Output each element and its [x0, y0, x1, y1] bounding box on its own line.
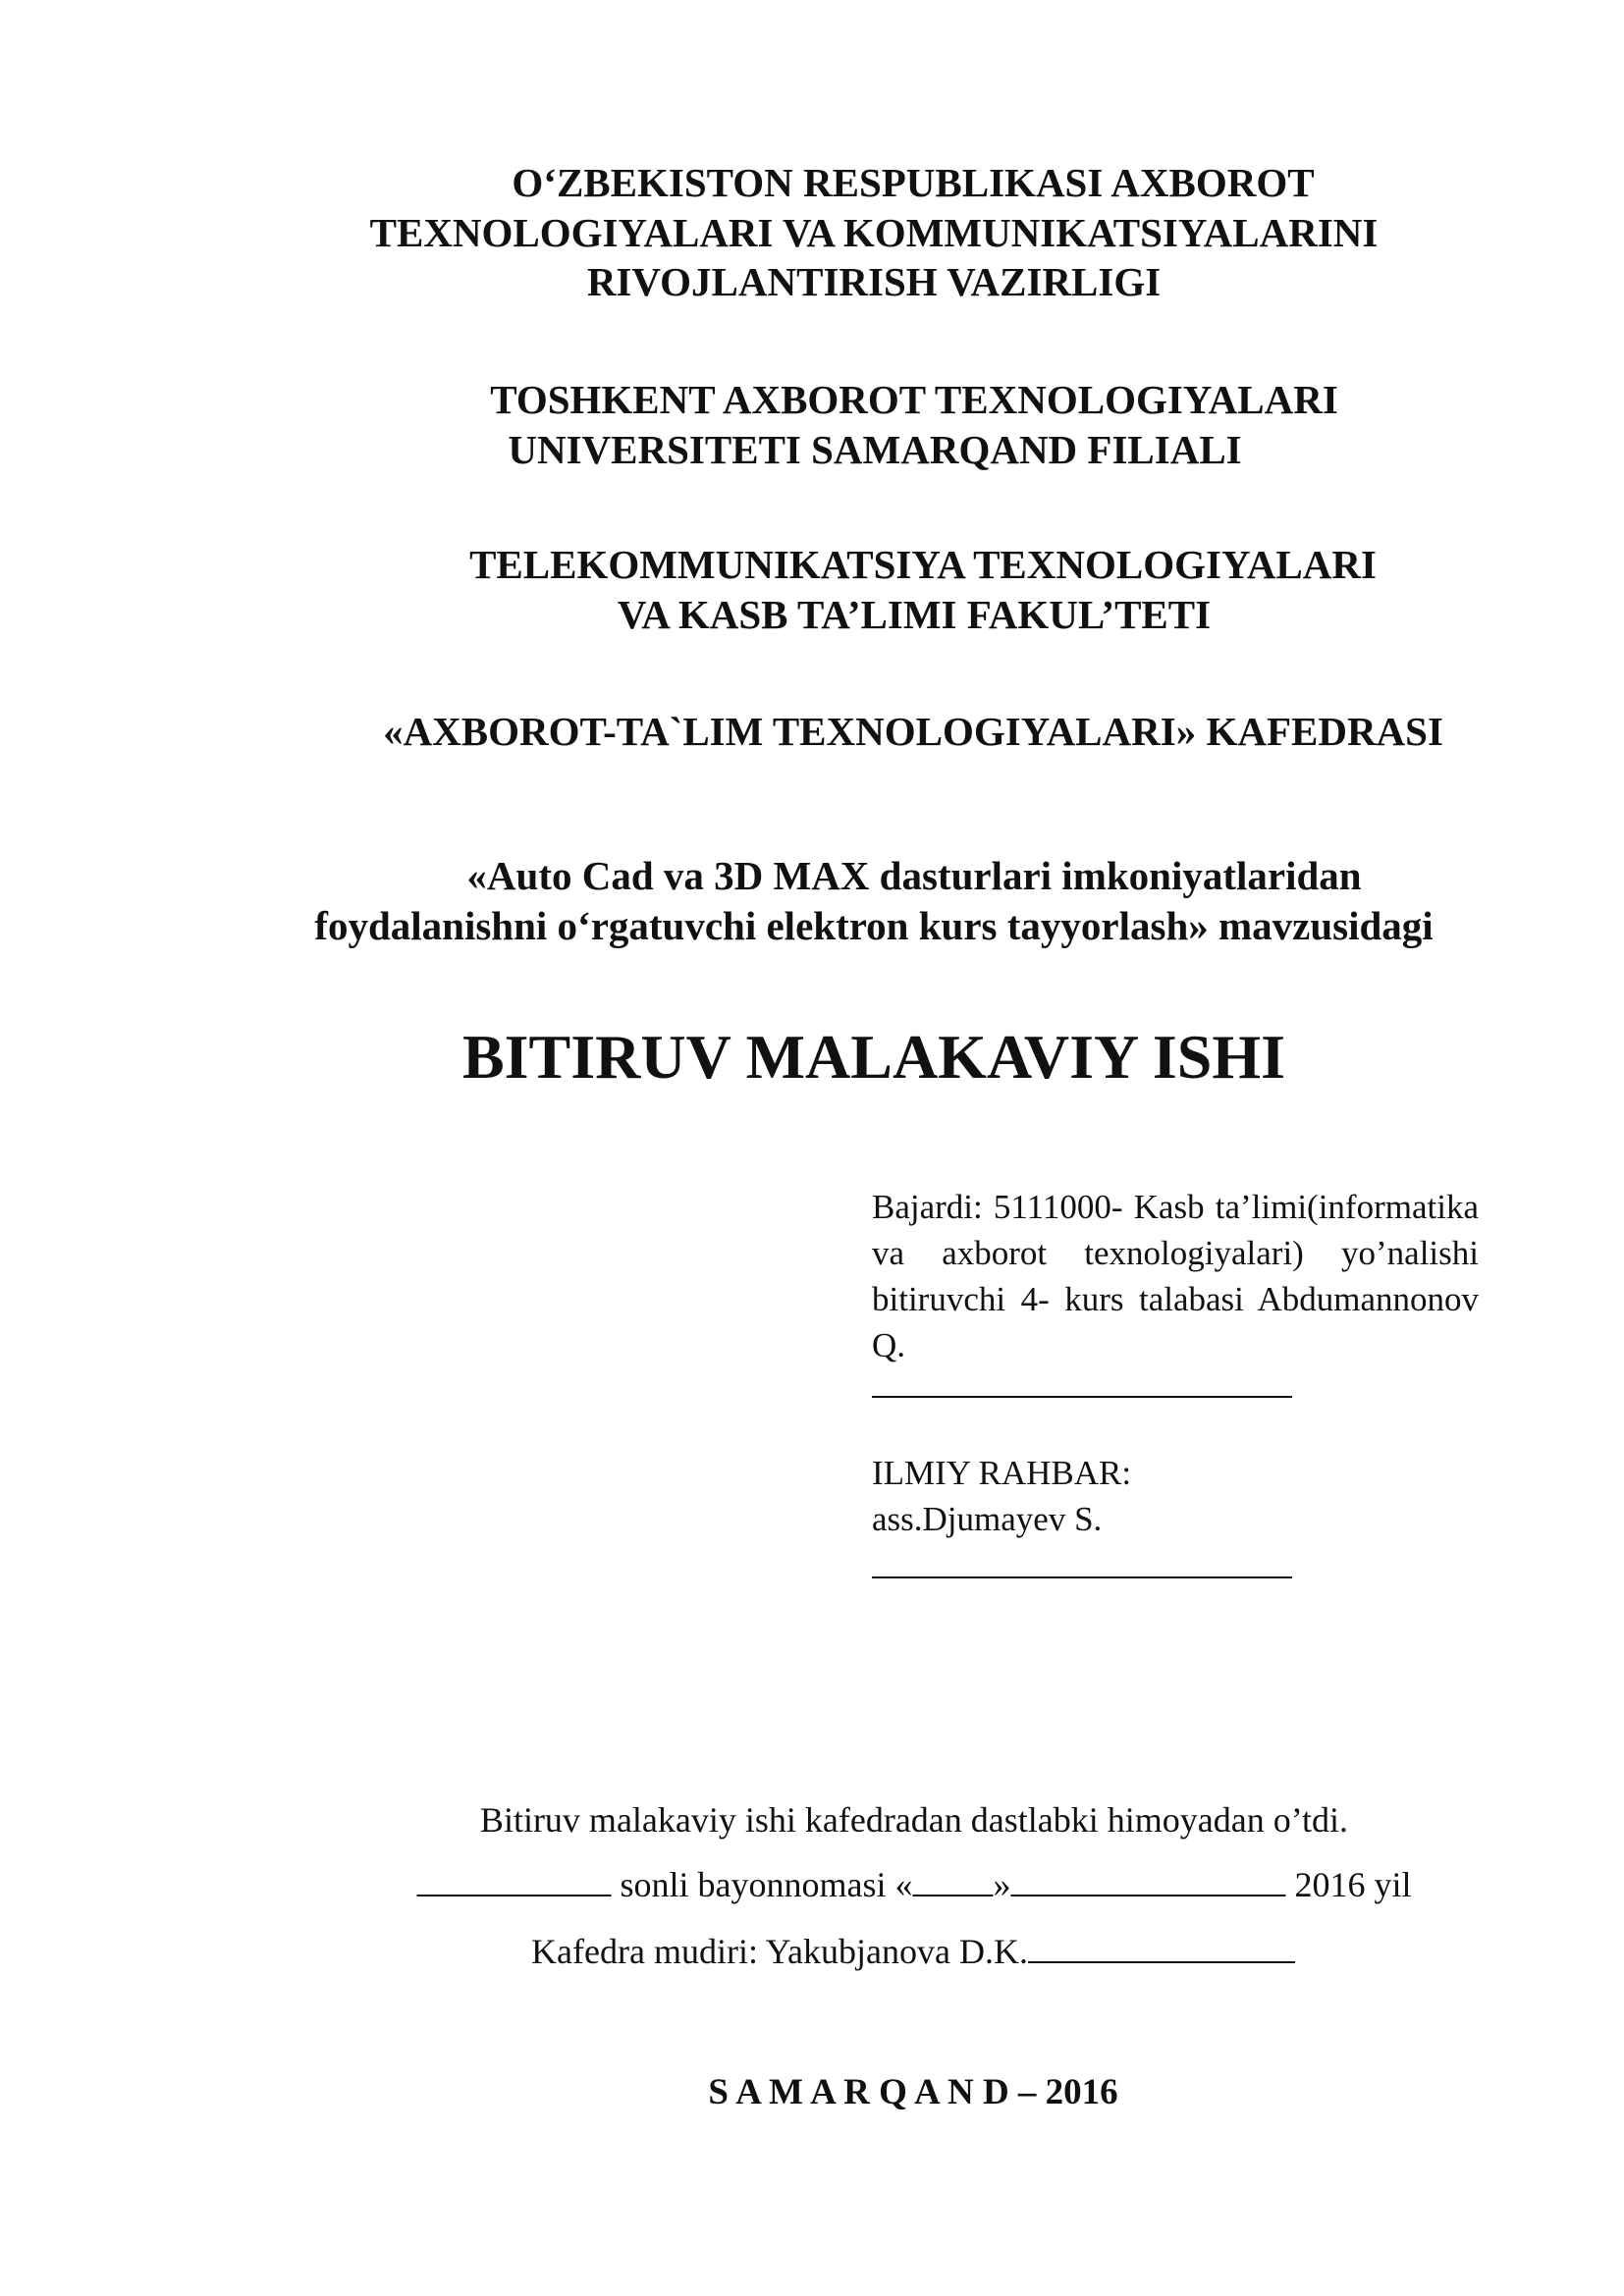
protocol-text: sonli bayonnomasi «	[620, 1865, 913, 1904]
department-name: «AXBOROT-TA`LIM TEXNOLOGIYALARI» KAFEDRASI	[383, 709, 1443, 754]
protocol-number-blank	[417, 1865, 612, 1896]
ministry-line-2: TEXNOLOGIYALARI VA KOMMUNIKATSIYALARINI	[369, 210, 1379, 255]
supervisor-label: ILMIY RAHBAR:	[872, 1454, 1132, 1492]
supervisor-signature-line	[872, 1576, 1292, 1578]
document-title: BITIRUV MALAKAVIY ISHI	[461, 1022, 1286, 1092]
head-of-department-text: Kafedra mudiri: Yakubjanova D.K.	[531, 1932, 1028, 1971]
university-line-2: UNIVERSITETI SAMARQAND FILIALI	[508, 427, 1242, 472]
performer-signature-line	[872, 1396, 1292, 1398]
protocol-year: 2016 yil	[1294, 1865, 1412, 1904]
ministry-line-1: O‘ZBEKISTON RESPUBLIKASI AXBOROT	[512, 160, 1315, 205]
supervisor-name: ass.Djumayev S.	[872, 1500, 1103, 1538]
ministry-line-3: RIVOJLANTIRISH VAZIRLIGI	[586, 259, 1162, 304]
topic-line-2: foydalanishni o‘rgatuvchi elektron kurs tayyorlash» mavzusidagi	[314, 903, 1434, 948]
faculty-line-2: VA KASB TA’LIMI FAKUL’TETI	[617, 592, 1212, 637]
university-line-1: TOSHKENT AXBOROT TEXNOLOGIYALARI	[490, 377, 1338, 422]
protocol-month-blank	[1010, 1865, 1285, 1896]
approval-statement: Bitiruv malakaviy ishi kafedradan dastlabki himoyadan o’tdi.	[479, 1800, 1349, 1840]
performer-info: Bajardi: 5111000- Kasb ta’limi(informatika va axborot texnologiyalari) yo’nalishi bitiruvchi 4- kurs talabasi Abdumannonov Q.	[872, 1188, 1479, 1364]
topic-line-1: «Auto Cad va 3D MAX dasturlari imkoniyatlaridan	[466, 853, 1362, 898]
head-signature-blank	[1028, 1932, 1295, 1963]
faculty-line-1: TELEKOMMUNIKATSIYA TEXNOLOGIYALARI	[469, 542, 1377, 587]
head-of-department-line	[531, 1928, 1295, 1975]
city-year: S A M A R Q A N D – 2016	[708, 2072, 1118, 2112]
protocol-line	[417, 1861, 1412, 1908]
protocol-day-blank	[912, 1865, 993, 1896]
protocol-quote-close: »	[993, 1865, 1011, 1904]
